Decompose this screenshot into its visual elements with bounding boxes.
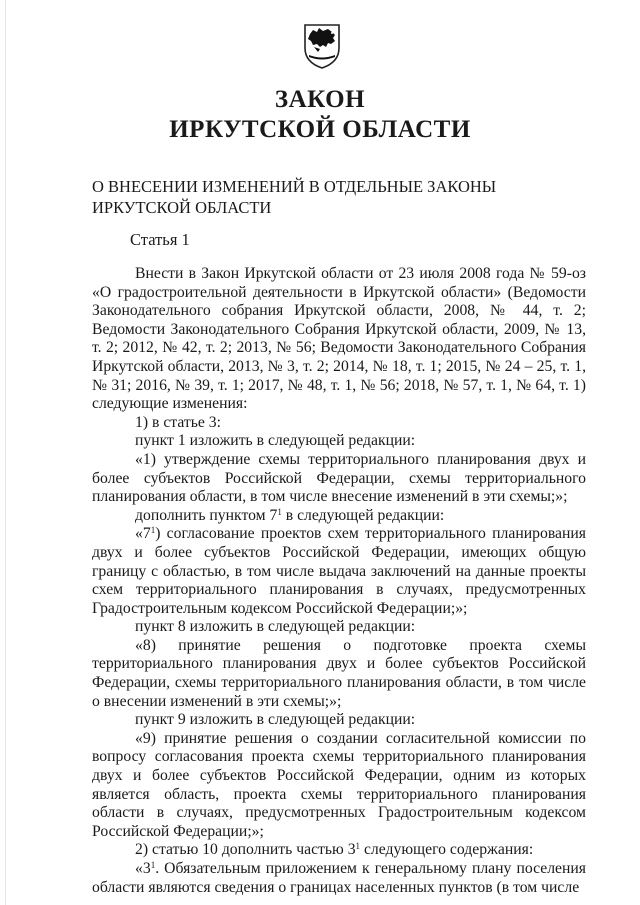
paragraph: пункт 9 изложить в следующей редакции: (135, 711, 416, 729)
superscript: 1 (150, 525, 156, 536)
superscript: 1 (277, 506, 282, 517)
irkutsk-coat-of-arms-icon (302, 22, 342, 70)
paragraph: пункт 1 изложить в следующей редакции: (135, 432, 416, 450)
paragraph: 1) в статье 3: (135, 413, 221, 431)
paragraph (92, 841, 586, 860)
paragraph-text: «3 (135, 860, 151, 877)
superscript: 1 (150, 860, 156, 870)
superscript: 1 (355, 841, 361, 852)
paragraph-text: 2) статью 10 дополнить частью 3 (135, 841, 356, 859)
paragraph-text: . Обязательным приложением к генеральному плану поселения области являются сведения о границах населенных пунктов (в том числе (92, 860, 586, 896)
paragraph (92, 860, 586, 897)
paragraph-text: в следующей редакции: (281, 506, 445, 524)
paragraph: пункт 8 изложить в следующей редакции: (135, 618, 416, 636)
paragraph-text: ) согласование проектов схем территориального планирования двух и более субъектов Российской Федерации, имеющих общую границу с областью, в том числе выдача заключений на данные проекты схем территориального планирования в случаях, предусмотренных Градостроительным кодексом Российской Федерации;»; (92, 525, 586, 617)
paragraph-text: следующего содержания: (360, 841, 534, 859)
paragraph (92, 525, 586, 618)
paragraph (92, 507, 586, 526)
law-region-title: ИРКУТСКОЙ ОБЛАСТИ (169, 116, 471, 143)
paragraph: «8) принятие решения о подготовке проекта схемы территориального планирования двух и более субъектов Российской Федерации, схемы территориального планирования области, в том числе о внесении изменений в эти схемы;»; (92, 636, 586, 710)
paragraph-text: «7 (135, 525, 151, 543)
paragraph-text: дополнить пунктом 7 (135, 506, 278, 524)
law-title: ЗАКОН (274, 86, 366, 113)
paragraph: «1) утверждение схемы территориального планирования двух и более субъектов Российской Федерации, схемы территориального планирования области, в том числе внесение изменений в эти схемы;»; (92, 450, 586, 506)
article-heading: Статья 1 (130, 230, 190, 249)
article-body (92, 265, 586, 897)
law-subtitle: О ВНЕСЕНИИ ИЗМЕНЕНИЙ В ОТДЕЛЬНЫЕ ЗАКОНЫ ИРКУТСКОЙ ОБЛАСТИ (92, 177, 497, 217)
paragraph: «9) принятие решения о создании согласительной комиссии по вопросу согласования проекта схемы территориального планирования двух и более субъектов Российской Федерации, одним из которых является область, проекта схемы территориального планирования области в случаях, предусмотренных Градостроительным кодексом Российской Федерации;»; (92, 729, 586, 840)
paragraph: Внести в Закон Иркутской области от 23 июля 2008 года № 59-оз «О градостроительной деятельности в Иркутской области» (Ведомости Законодательного собрания Иркутской области, 2008, № 44, т. 2; Ведомости Законодательного Собрания Иркутской области, 2009, № 13, т. 2; 2012, № 42, т. 2; 2013, № 56; Ведомости Законодательного Собрания Иркутской области, 2013, № 3, т. 2; 2014, № 18, т. 1; 2015, № 24 – 25, т. 1, № 31; 2016, № 39, т. 1; 2017, № 48, т. 1, № 56; 2018, № 57, т. 1, № 64, т. 1) следующие изменения: (92, 265, 586, 413)
